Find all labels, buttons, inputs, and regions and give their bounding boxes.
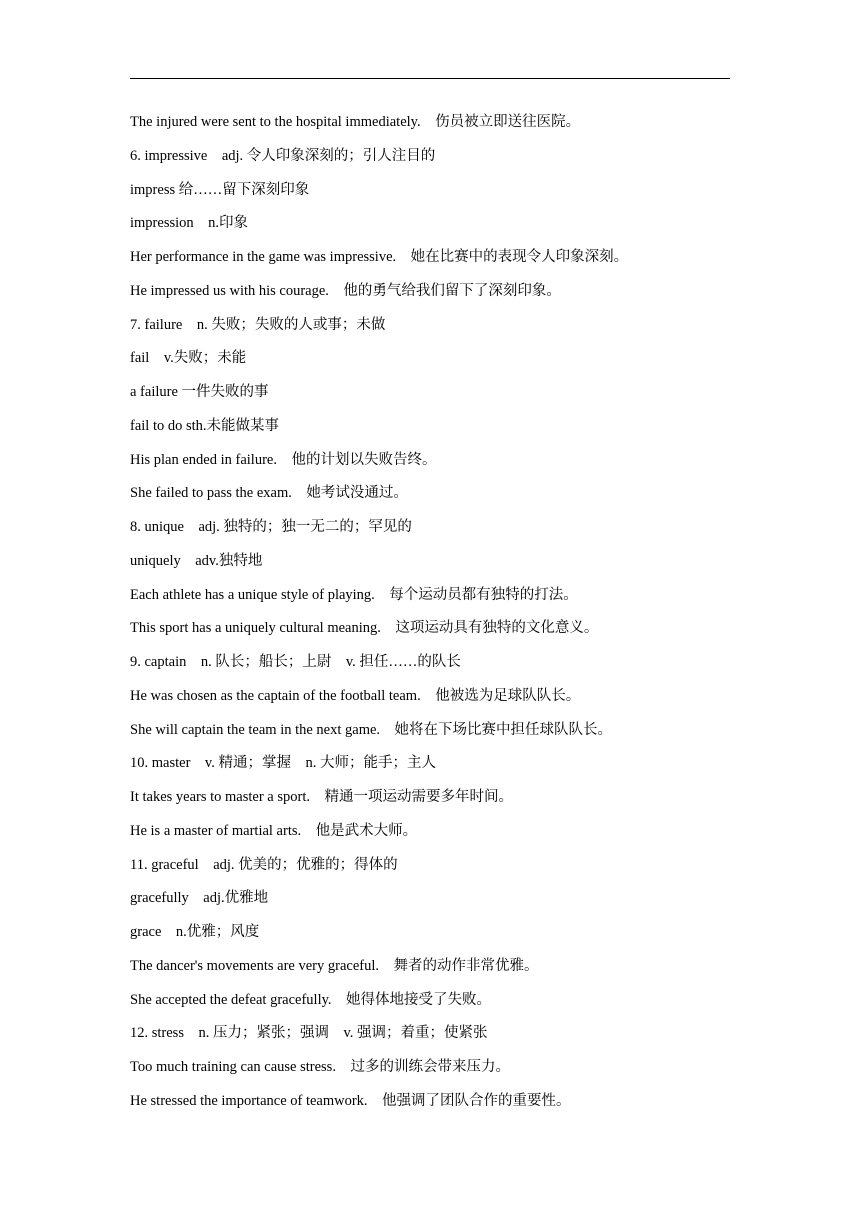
text-line: 8. unique adj. 独特的；独一无二的；罕见的 [130, 519, 412, 535]
text-line: He stressed the importance of teamwork. 他强调了团队合作的重要性。 [130, 1092, 571, 1109]
text-line: 10. master v. 精通；掌握 n. 大师；能手；主人 [130, 755, 436, 772]
text-line: Too much training can cause stress. 过多的训练会带来压力。 [130, 1059, 510, 1075]
text-line: 6. impressive adj. 令人印象深刻的；引人注目的 [130, 147, 436, 164]
text-line: He was chosen as the captain of the football team. 他被选为足球队队长。 [130, 687, 581, 704]
text-line: 12. stress n. 压力；紧张；强调 v. 强调；着重；使紧张 [130, 1025, 488, 1042]
text-line: impression n.印象 [130, 215, 249, 232]
text-line: Each athlete has a unique style of playing. 每个运动员都有独特的打法。 [130, 586, 578, 603]
text-line: 11. graceful adj. 优美的；优雅的；得体的 [130, 856, 398, 873]
text-line: The injured were sent to the hospital immediately. 伤员被立即送往医院。 [130, 114, 581, 130]
text-line: gracefully adj.优雅地 [130, 890, 269, 907]
text-line: He impressed us with his courage. 他的勇气给我们留下了深刻印象。 [130, 282, 561, 299]
text-line: uniquely adv.独特地 [130, 552, 263, 569]
text-line: 9. captain n. 队长；船长；上尉 v. 担任……的队长 [130, 654, 461, 670]
text-line: It takes years to master a sport. 精通一项运动需要多年时间。 [130, 789, 513, 805]
text-body [130, 110, 730, 1123]
text-line: She accepted the defeat gracefully. 她得体地接受了失败。 [130, 991, 492, 1008]
header-rule [130, 78, 730, 79]
text-line: fail to do sth.未能做某事 [130, 417, 280, 434]
text-line: a failure 一件失败的事 [130, 384, 269, 400]
text-line: He is a master of martial arts. 他是武术大师。 [130, 822, 418, 839]
text-line: Her performance in the game was impressive. 她在比赛中的表现令人印象深刻。 [130, 249, 629, 265]
text-line: fail v.失败；未能 [130, 350, 247, 367]
text-line: grace n.优雅；风度 [130, 924, 260, 940]
text-line: impress 给……留下深刻印象 [130, 181, 310, 198]
text-line: 7. failure n. 失败；失败的人或事；未做 [130, 316, 386, 333]
text-line: His plan ended in failure. 他的计划以失败告终。 [130, 451, 437, 468]
text-line: The dancer's movements are very graceful. 舞者的动作非常优雅。 [130, 957, 539, 974]
text-line: This sport has a uniquely cultural meaning. 这项运动具有独特的文化意义。 [130, 620, 599, 637]
text-line: She failed to pass the exam. 她考试没通过。 [130, 485, 408, 502]
text-line: She will captain the team in the next game. 她将在下场比赛中担任球队队长。 [130, 721, 613, 738]
